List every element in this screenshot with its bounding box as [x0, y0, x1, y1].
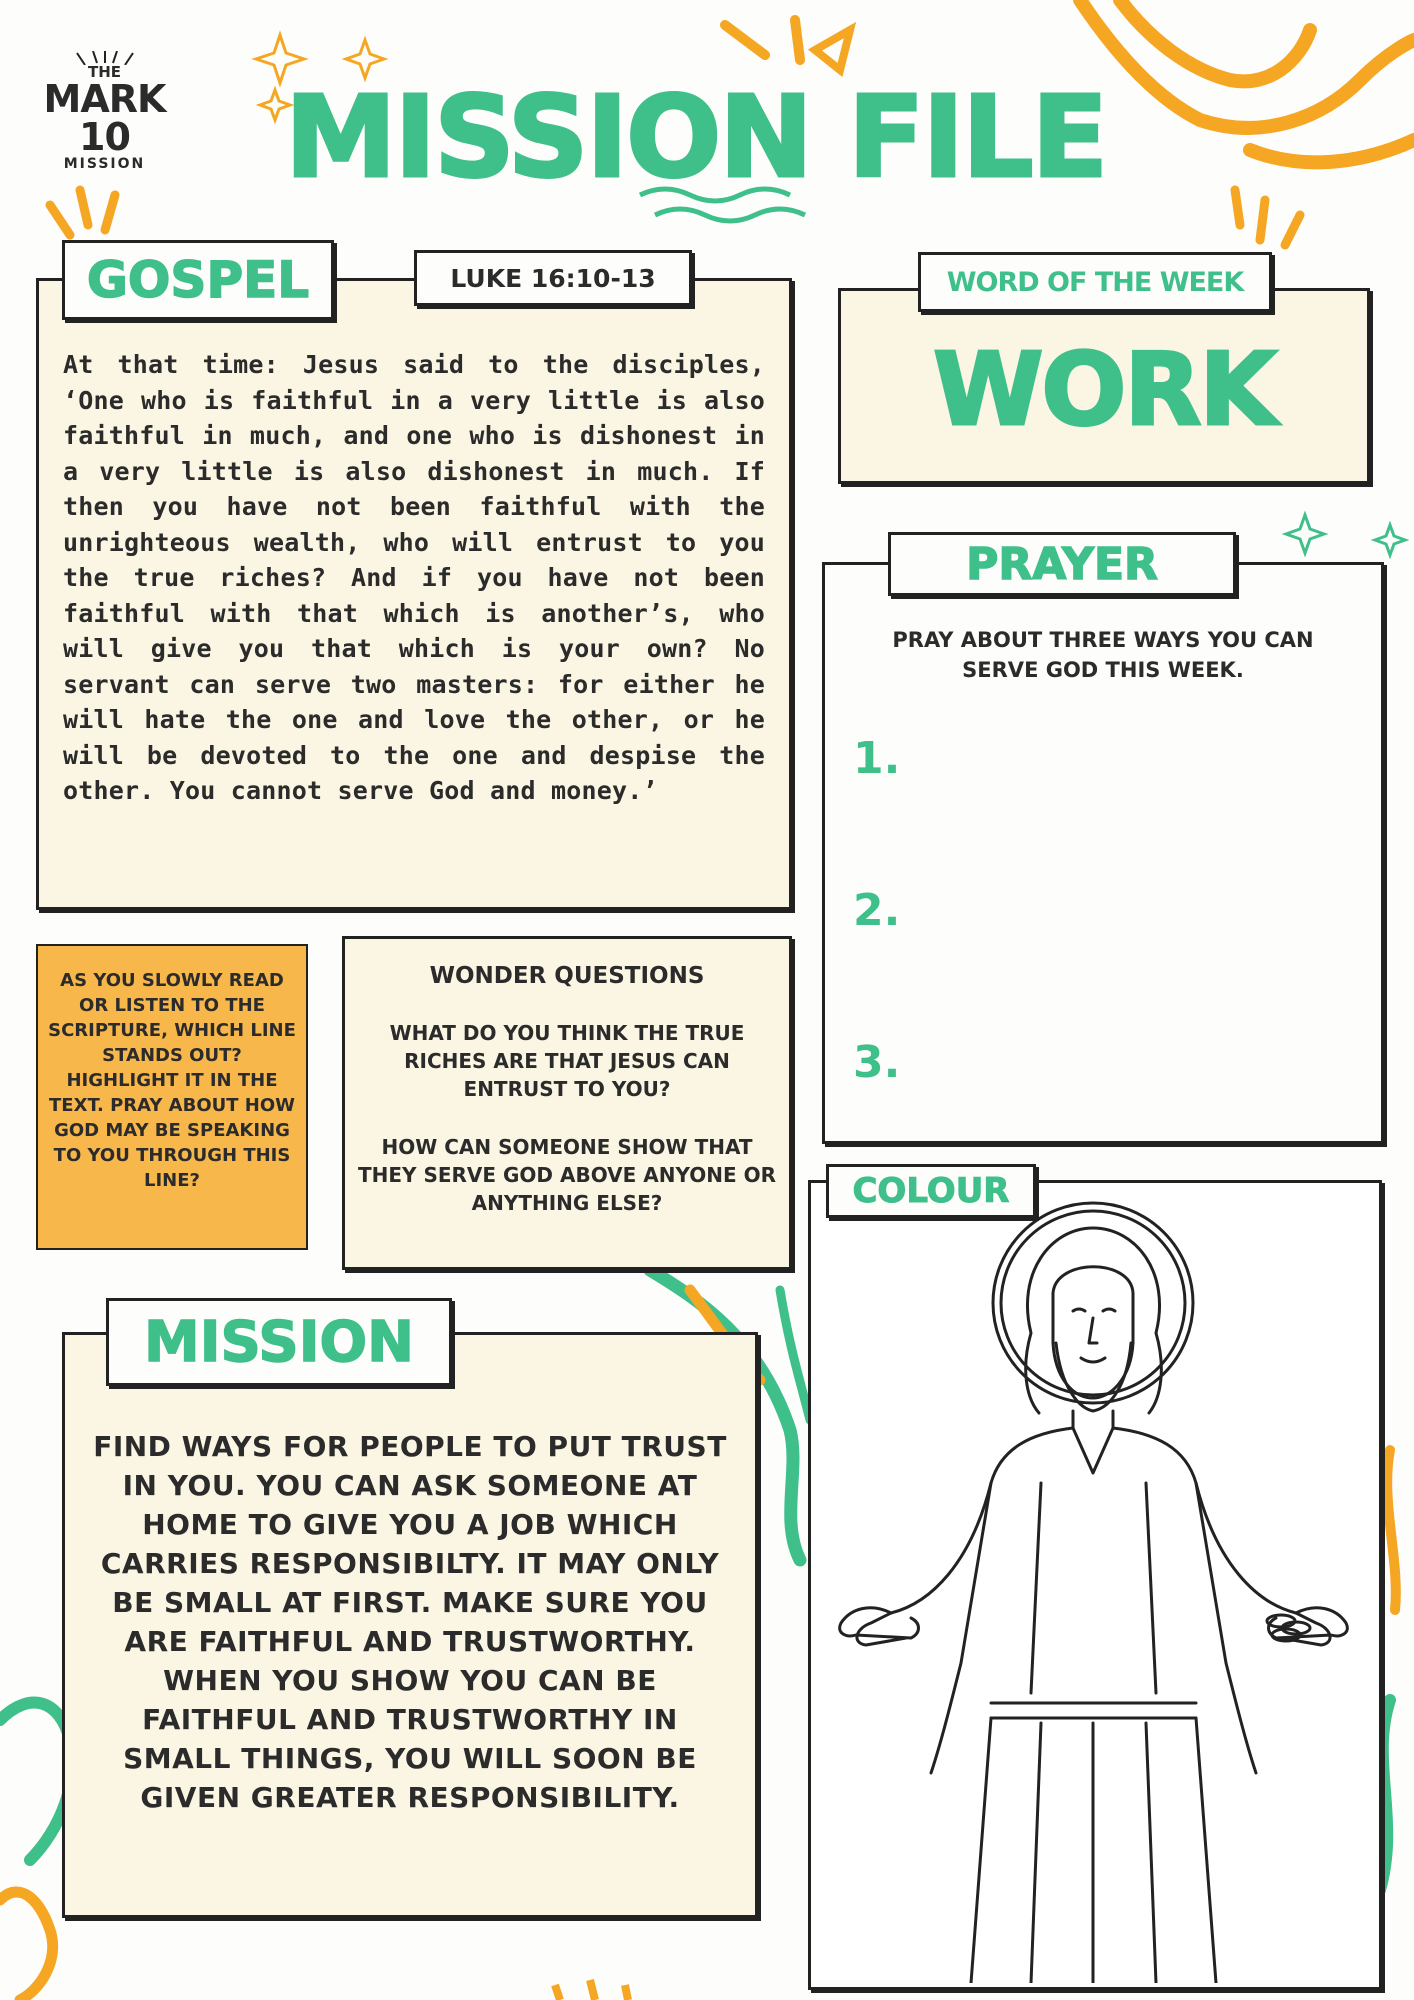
wonder-questions-box: [342, 936, 792, 1270]
prayer-box: [822, 562, 1384, 1144]
word-of-week-box: [838, 288, 1370, 484]
prayer-label: PRAYER: [966, 538, 1158, 590]
wonder-question-1: WHAT DO YOU THINK THE TRUE RICHES ARE THAT JESUS CAN ENTRUST TO YOU?: [389, 1021, 745, 1101]
word-of-week-tag: [918, 252, 1272, 312]
mission-text: FIND WAYS FOR PEOPLE TO PUT TRUST IN YOU. YOU CAN ASK SOMEONE AT HOME TO GIVE YOU A JOB WHICH CARRIES RESPONSIBILTY. IT MAY ONLY BE SMALL AT FIRST. MAKE SURE YOU ARE FAITHFUL AND TRUSTWORTHY. WHEN YOU SHOW YOU CAN BE FAITHFUL AND TRUSTWORTHY IN SMALL THINGS, YOU WILL SOON BE GIVEN GREATER RESPONSIBILITY.: [93, 1430, 727, 1814]
mission-label: MISSION: [143, 1309, 415, 1375]
gospel-box: [36, 278, 792, 910]
colour-label-tag: [826, 1164, 1036, 1218]
prayer-item-3: 3.: [853, 1037, 901, 1088]
wonder-heading: WONDER QUESTIONS: [429, 963, 705, 989]
colour-label: COLOUR: [852, 1171, 1010, 1211]
highlight-note-text: AS YOU SLOWLY READ OR LISTEN TO THE SCRIPTURE, WHICH LINE STANDS OUT? HIGHLIGHT IT IN THE TEXT. PRAY ABOUT HOW GOD MAY BE SPEAKING TO YOU THROUGH THIS LINE?: [48, 970, 296, 1191]
prayer-instruction: PRAY ABOUT THREE WAYS YOU CAN SERVE GOD THIS WEEK.: [892, 628, 1314, 682]
prayer-item-2: 2.: [853, 885, 901, 936]
gospel-text: At that time: Jesus said to the disciples, ‘One who is faithful in a very little is also faithful in much, and one who is dishonest in a very little is also dishonest in much. If then you have not been faithful with the unrighteous wealth, who will entrust to you the true riches? And if you have not been faithful with that which is another’s, who will give you that which is your own? No servant can serve two masters: for either he will hate the one and love the other, or he will be devoted to the one and despise the other. You cannot serve God and money.’: [63, 350, 765, 805]
gospel-reference: LUKE 16:10-13: [450, 263, 656, 293]
prayer-label-tag: [888, 532, 1236, 596]
logo-rays-icon: [22, 50, 187, 64]
mission-box: [62, 1332, 758, 1918]
logo-mission: MISSION: [63, 156, 146, 172]
mark10-logo: [22, 50, 187, 172]
gospel-reference-tag: [414, 250, 692, 306]
logo-mark: MARK 10: [43, 77, 166, 159]
logo-the: THE: [87, 63, 122, 81]
word-of-week-word: WORK: [933, 331, 1275, 448]
mission-label-tag: [106, 1298, 452, 1386]
gospel-label: GOSPEL: [86, 251, 310, 309]
wonder-question-2: HOW CAN SOMEONE SHOW THAT THEY SERVE GOD ABOVE ANYONE OR ANYTHING ELSE?: [357, 1135, 777, 1215]
word-of-week-label: WORD OF THE WEEK: [946, 266, 1244, 298]
highlight-note: [36, 944, 308, 1250]
page-title: MISSION FILE: [285, 73, 1107, 203]
gospel-label-tag: [62, 240, 334, 320]
colour-box: [808, 1180, 1382, 1990]
prayer-item-1: 1.: [853, 733, 901, 784]
jesus-colouring-illustration: [811, 1183, 1379, 1983]
